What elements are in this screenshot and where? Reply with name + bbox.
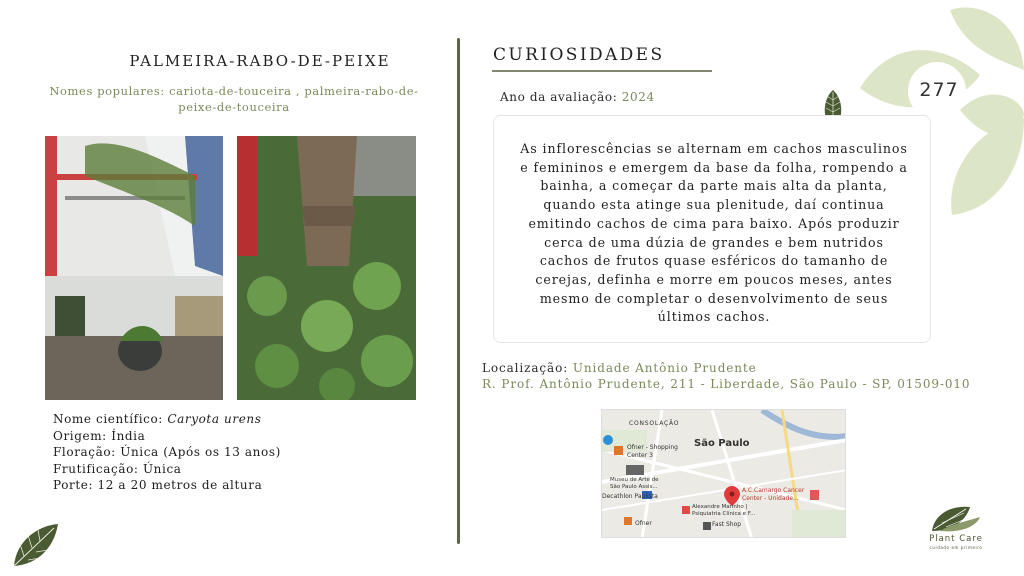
curiosities-title: CURIOSIDADES (493, 45, 665, 65)
scientific-name-label: Nome científico: (53, 412, 168, 426)
plant-photo-trunk (237, 136, 416, 400)
curiosities-underline (492, 70, 712, 72)
map-label-decathlon: Decathlon Paulista (602, 493, 658, 500)
popular-names-value: cariota-de-touceira , palmeira-rabo-de-peixe-de-touceira (169, 84, 419, 114)
plant-facts (53, 411, 433, 494)
location-unit: Unidade Antônio Prudente (572, 361, 757, 375)
map-label-consolacao: CONSOLAÇÃO (629, 420, 680, 427)
flowering-row: Floração: Única (Após os 13 anos) (53, 445, 281, 460)
popular-names-label: Nomes populares: (49, 84, 170, 98)
map-label-fast-shop: Fast Shop (712, 521, 742, 528)
location-row (482, 360, 757, 376)
plant-photo-building (45, 136, 223, 400)
curiosities-text: As inflorescências se alternam em cachos masculinos e femininos e emergem da base da folha, rompendo a bainha, a começar da parte mais alta da planta, quando esta atinge sua plenitude, daí continua emitindo cachos de cima para baixo. Após produzir cerca de uma dúzia de grandes e bem nutridos cachos de frutos quase esféricos do tamanho de cerejas, definha e morre em poucos meses, antes mesmo de completar o desenvolvimento de seus últimos cachos. (520, 141, 908, 325)
evaluation-year-value: 2024 (621, 90, 655, 104)
popular-names (38, 83, 430, 115)
map-label-alexandre-2: Psiquiatria Clínica e F... (692, 511, 756, 517)
location-address: R. Prof. Antônio Prudente, 211 - Liberdade, São Paulo - SP, 01509-010 (482, 377, 971, 391)
logo-tagline: cuidado em primeiro (929, 545, 983, 550)
map-label-ofner: Ofner (635, 520, 652, 527)
evaluation-year-label: Ano da avaliação: (500, 90, 622, 104)
plant-title: PALMEIRA-RABO-DE-PEIXE (129, 52, 391, 70)
origin-row: Origem: Índia (53, 428, 146, 443)
location-map[interactable] (601, 409, 846, 538)
location-label: Localização: (482, 361, 573, 375)
map-label-museu-1: Museu de Arte de (610, 477, 659, 483)
scientific-name-row (53, 411, 433, 428)
evaluation-year (500, 90, 655, 104)
map-label-museu-2: São Paulo Assis... (610, 484, 658, 490)
map-label-accamargo-2: Center - Unidade... (742, 495, 799, 502)
logo-name: Plant Care (929, 534, 983, 544)
map-label-accamargo-1: A.C.Camargo Cancer (742, 487, 805, 494)
size-row: Porte: 12 a 20 metros de altura (53, 478, 263, 493)
scientific-name-value: Caryota urens (167, 412, 262, 426)
map-label-alexandre-1: Alexandre Marinho | (692, 504, 748, 510)
column-divider (457, 38, 460, 544)
map-label-sao-paulo: São Paulo (694, 438, 750, 449)
decorative-leaf-bottom-left (10, 522, 60, 570)
plant-care-logo-icon (930, 503, 982, 533)
fruiting-row: Frutificação: Única (53, 461, 182, 476)
map-label-center3: Center 3 (627, 452, 653, 459)
page-number-badge: 277 (919, 79, 959, 101)
map-label-shopping: Ofner - Shopping (627, 444, 678, 451)
